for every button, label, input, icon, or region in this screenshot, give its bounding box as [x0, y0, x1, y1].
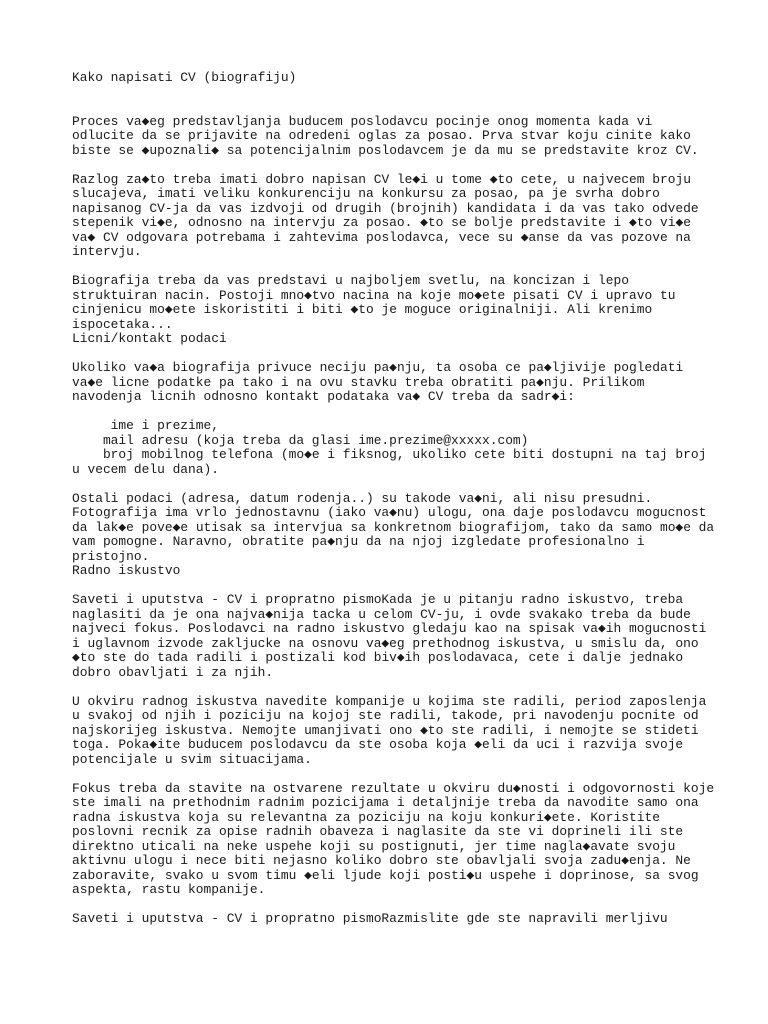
text-line: Razlog za◆to treba imati dobro napisan CV le◆i u tome ◆to cete, u najvecem broju [72, 171, 691, 187]
paragraph [72, 115, 762, 159]
text-line: potencijale u svim situacijama. [72, 751, 312, 767]
text-line: aspekta, rastu kompanije. [72, 882, 266, 897]
text-line: intervju. [72, 244, 142, 259]
paragraph [72, 695, 762, 768]
text-line: biste se ◆upoznali◆ sa potencijalnim poslodavcem je da mu se predstavite kroz CV. [72, 142, 699, 158]
paragraph [72, 361, 762, 405]
text-line: stepenik vi◆e, odnosno na intervju za posao. ◆to se bolje predstavite i ◆to vi◆e [72, 215, 691, 230]
text-line: da lak◆e pove◆e utisak sa intervjua sa konkretnom biografijom, tako da samo mo◆e da [72, 519, 715, 535]
text-line: dobro obavljati i za njih. [72, 664, 274, 680]
text-line: zaboravite, svako u svom timu ◆eli ljude koji posti◆u uspehe i doprinose, sa svog [72, 867, 699, 883]
text-line: napisanog CV-ja da vas izdvoji od drugih (brojnih) kandidata i da vas tako odvede [72, 200, 699, 216]
text-line: odlucite da se prijavite na odredeni oglas za posao. Prva stvar koju cinite kako [72, 128, 691, 143]
text-line: radna iskustva koja su relevantna za poziciju na koju konkuri◆ete. Koristite [72, 809, 660, 825]
paragraph [72, 173, 762, 260]
text-line: Saveti i uputstva - CV i propratno pismoKada je u pitanju radno iskustvo, treba [72, 592, 684, 607]
paragraph-gap [72, 477, 762, 492]
text-line: ispocetaka... [72, 316, 173, 332]
text-line: najveci fokus. Poslodavci na radno iskustvo gledaju kao na spisak va◆ih mogucnosti [72, 621, 707, 636]
document-body [72, 71, 762, 927]
text-line: i uglavnom izvode zakljucke na osnovu va◆eg prethodnog iskustva, u smislu da, ono [72, 635, 699, 651]
text-line: u svakoj od njih i poziciju na kojoj ste radili, takode, pri navodenju pocnite od [72, 708, 699, 723]
text-line: mail adresu (koja treba da glasi ime.prezime@xxxxx.com) [72, 432, 529, 448]
text-line: aktivnu ulogu i nece biti nejasno koliko dobro ste obavljali svoja zadu◆enja. Ne [72, 853, 691, 868]
paragraph-gap [72, 405, 762, 420]
text-line: va◆ CV odgovara potrebama i zahtevima poslodavca, vece su ◆anse da vas pozove na [72, 229, 691, 245]
paragraph [72, 492, 762, 579]
paragraph-gap [72, 158, 762, 173]
paragraph-gap [72, 579, 762, 594]
text-line: najskorijeg iskustva. Nemojte umanjivati ono ◆to ste radili, i nemojte se stideti [72, 722, 699, 738]
text-line: ime i prezime, [72, 418, 219, 433]
text-line: vam pomogne. Naravno, obratite pa◆nju da na njoj izgledate profesionalno i [72, 534, 645, 549]
text-line: Biografija treba da vas predstavi u najboljem svetlu, na koncizan i lepo [72, 273, 629, 288]
paragraph-gap [72, 680, 762, 695]
text-line: Licni/kontakt podaci [72, 331, 227, 346]
paragraph-list [72, 115, 762, 927]
paragraph-gap [72, 767, 762, 782]
text-line: slucajeva, imati veliku konkurenciju na konkursu za posao, pa je svrha dobro [72, 186, 660, 201]
text-line: naglasiti da je ona najva◆nija tacka u celom CV-ju, i ovde svakako treba da bude [72, 606, 691, 622]
text-line: Ukoliko va◆a biografija privuce neciju pa◆nju, ta osoba ce pa◆ljivije pogledati [72, 360, 684, 375]
text-line: va◆e licne podatke pa tako i na ovu stavku treba obratiti pa◆nju. Prilikom [72, 374, 645, 390]
text-line: poslovni recnik za opise radnih obaveza i naglasite da ste vi doprineli ili ste [72, 824, 684, 839]
paragraph-gap [72, 898, 762, 913]
text-line: ◆to ste do tada radili i postizali kod biv◆ih poslodavaca, cete i dalje jednako [72, 650, 684, 665]
text-line: u vecem delu dana). [72, 461, 219, 477]
text-line: Saveti i uputstva - CV i propratno pismoRazmislite gde ste napravili merljivu [72, 911, 668, 926]
paragraph [72, 782, 762, 898]
document-title: Kako napisati CV (biografiju) [72, 70, 297, 85]
text-line: cinjenicu mo◆ete iskoristiti i biti ◆to je moguce originalniji. Ali krenimo [72, 302, 653, 317]
text-line: toga. Poka◆ite buducem poslodavcu da ste osoba koja ◆eli da uci i razvija svoje [72, 737, 684, 752]
paragraph-gap [72, 260, 762, 275]
text-line: navodenja licnih odnosno kontakt podataka va◆ CV treba da sadr◆i: [72, 389, 575, 404]
text-line: Proces va◆eg predstavljanja buducem poslodavcu pocinje onog momenta kada vi [72, 113, 653, 129]
text-line: U okviru radnog iskustva navedite kompanije u kojima ste radili, period zaposlenja [72, 693, 707, 709]
text-line: pristojno. [72, 548, 150, 564]
text-line: Radno iskustvo [72, 563, 181, 578]
paragraph [72, 912, 762, 927]
paragraph-gap [72, 347, 762, 362]
text-line: direktno uticali na neke uspehe koji su postignuti, jer time nagla◆avate svoju [72, 838, 676, 854]
paragraph [72, 419, 762, 477]
text-line: Fokus treba da stavite na ostvarene rezultate u okviru du◆nosti i odgovornosti koje [72, 780, 715, 796]
text-line: struktuiran nacin. Postoji mno◆tvo nacina na koje mo◆ete pisati CV i upravo tu [72, 287, 676, 303]
text-line: Fotografija ima vrlo jednostavnu (iako va◆nu) ulogu, ona daje poslodavcu mogucnost [72, 505, 707, 520]
paragraph [72, 274, 762, 347]
text-line: broj mobilnog telefona (mo◆e i fiksnog, ukoliko cete biti dostupni na taj broj [72, 447, 707, 462]
title-spacer [72, 86, 762, 115]
paragraph [72, 593, 762, 680]
text-line: ste imali na prethodnim radnim pozicijama i detaljnije treba da navodite samo ona [72, 795, 699, 810]
text-line: Ostali podaci (adresa, datum rodenja..) su takode va◆ni, ali nisu presudni. [72, 490, 653, 506]
